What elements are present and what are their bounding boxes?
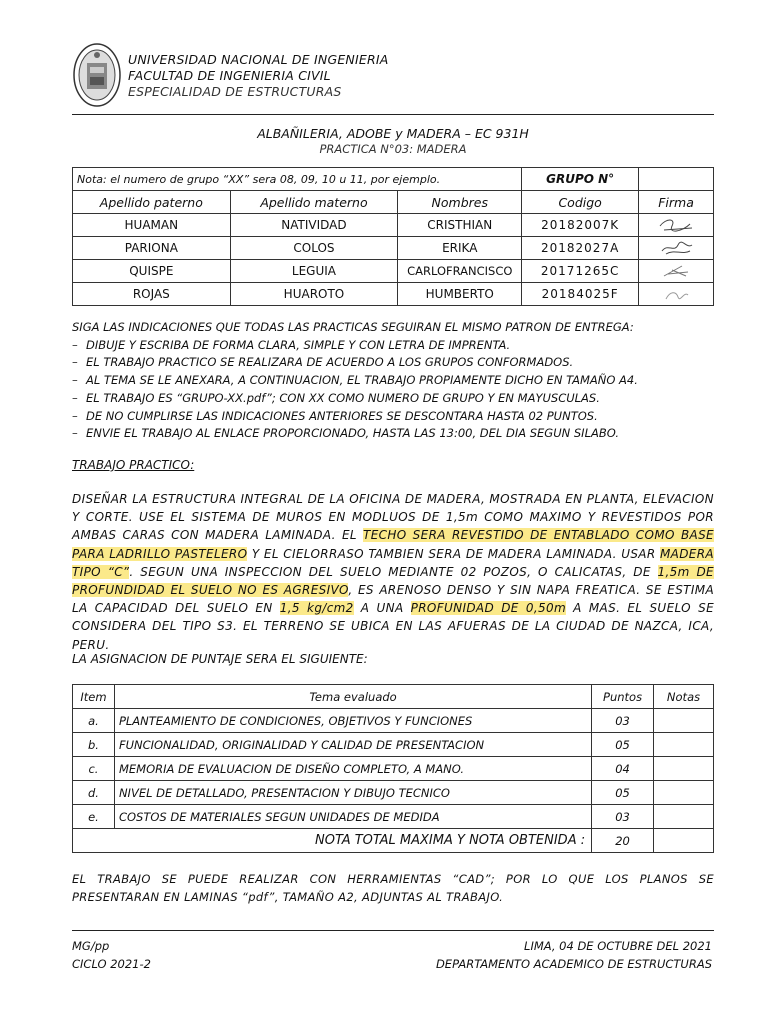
- table-row: [73, 757, 714, 781]
- group-note: Nota: el numero de grupo “XX” sera 08, 09, 10 u 11, por ejemplo.: [73, 168, 522, 191]
- list-item: [72, 390, 718, 408]
- para-text: . SEGUN UNA INSPECCION DEL SUELO MEDIANTE 02 POZOS, O CALICATAS, DE: [129, 564, 658, 579]
- course-title: ALBAÑILERIA, ADOBE y MADERA – EC 931H: [257, 126, 529, 141]
- table-row: [73, 237, 714, 260]
- item-letter: a.: [73, 709, 115, 733]
- col-apellido-paterno: Apellido paterno: [73, 191, 231, 214]
- faculty-name: FACULTAD DE INGENIERIA CIVIL: [128, 68, 331, 83]
- apellido-materno: NATIVIDAD: [230, 214, 398, 237]
- table-row: [73, 805, 714, 829]
- footer-department: DEPARTAMENTO ACADEMICO DE ESTRUCTURAS: [435, 957, 712, 971]
- signature: [639, 260, 714, 283]
- nombres: CARLOFRANCISCO: [398, 260, 522, 283]
- highlighted-text: 1,5 kg/cm2: [279, 601, 354, 616]
- puntos: 04: [592, 757, 654, 781]
- tema-evaluado: NIVEL DE DETALLADO, PRESENTACION Y DIBUJO TECNICO: [114, 781, 591, 805]
- list-item: [72, 372, 718, 390]
- para-text: DISEÑAR LA ESTRUCTURA INTEGRAL DE LA OFICINA DE MADERA, MOSTRADA EN PLANTA, ELEVACION Y CORTE. USE EL SISTEMA DE MUROS EN MODLUOS DE 1,5m COMO MAXIMO Y REVESTIDOS POR AMBAS CARAS CON MADERA LAMINADA. EL: [72, 492, 714, 543]
- notas-cell: [654, 733, 714, 757]
- signature-icon: [656, 239, 696, 257]
- bullet-dash: –: [72, 337, 78, 352]
- puntos: 03: [592, 709, 654, 733]
- col-tema: Tema evaluado: [114, 685, 591, 709]
- notas-cell: [654, 781, 714, 805]
- total-value: 20: [592, 829, 654, 853]
- group-number-label: GRUPO N°: [522, 168, 639, 191]
- highlighted-text: MADERA TIPO “C”: [72, 546, 714, 579]
- puntos: 05: [592, 781, 654, 805]
- instructions-intro: SIGA LAS INDICACIONES QUE TODAS LAS PRACTICAS SEGUIRAN EL MISMO PATRON DE ENTREGA:: [72, 320, 634, 334]
- table-row: [73, 214, 714, 237]
- tema-evaluado: PLANTEAMIENTO DE CONDICIONES, OBJETIVOS Y FUNCIONES: [114, 709, 591, 733]
- footer-divider: [72, 930, 714, 931]
- instruction-text: DE NO CUMPLIRSE LAS INDICACIONES ANTERIORES SE DESCONTARA HASTA 02 PUNTOS.: [86, 408, 598, 423]
- tema-evaluado: COSTOS DE MATERIALES SEGUN UNIDADES DE MEDIDA: [114, 805, 591, 829]
- col-apellido-materno: Apellido materno: [230, 191, 398, 214]
- nombres: ERIKA: [398, 237, 522, 260]
- nombres: HUMBERTO: [398, 283, 522, 306]
- instruction-text: EL TRABAJO PRACTICO SE REALIZARA DE ACUERDO A LOS GRUPOS CONFORMADOS.: [86, 355, 574, 370]
- apellido-paterno: ROJAS: [73, 283, 231, 306]
- col-puntos: Puntos: [592, 685, 654, 709]
- instruction-text: ENVIE EL TRABAJO AL ENLACE PROPORCIONADO, HASTA LAS 13:00, DEL DIA SEGUN SILABO.: [86, 426, 619, 441]
- apellido-paterno: PARIONA: [73, 237, 231, 260]
- signature-icon: [656, 262, 696, 280]
- notas-cell: [654, 757, 714, 781]
- bullet-dash: –: [72, 355, 78, 370]
- table-row: [73, 260, 714, 283]
- instructions-list: [72, 319, 718, 443]
- practical-heading: TRABAJO PRACTICO:: [72, 458, 195, 472]
- item-letter: d.: [73, 781, 115, 805]
- bullet-dash: –: [72, 408, 78, 423]
- nombres: CRISTHIAN: [398, 214, 522, 237]
- practical-description: [72, 490, 714, 654]
- footer-initials: MG/pp: [72, 939, 110, 953]
- codigo: 20184025F: [522, 283, 639, 306]
- scoring-intro: LA ASIGNACION DE PUNTAJE SERA EL SIGUIENTE:: [72, 652, 368, 666]
- apellido-materno: HUAROTO: [230, 283, 398, 306]
- table-row: [73, 709, 714, 733]
- instruction-text: AL TEMA SE LE ANEXARA, A CONTINUACION, EL TRABAJO PROPIAMENTE DICHO EN TAMAÑO A4.: [86, 373, 638, 388]
- bullet-dash: –: [72, 426, 78, 441]
- col-item: Item: [73, 685, 115, 709]
- col-notas: Notas: [654, 685, 714, 709]
- instruction-text: EL TRABAJO ES “GRUPO-XX.pdf”; CON XX COMO NUMERO DE GRUPO Y EN MAYUSCULAS.: [86, 390, 600, 405]
- item-letter: c.: [73, 757, 115, 781]
- apellido-materno: LEGUIA: [230, 260, 398, 283]
- item-letter: b.: [73, 733, 115, 757]
- total-notas-cell: [654, 829, 714, 853]
- practice-title: PRACTICA N°03: MADERA: [319, 142, 467, 156]
- list-item: [72, 425, 718, 443]
- table-row: [73, 283, 714, 306]
- header-divider: [72, 114, 714, 115]
- apellido-paterno: HUAMAN: [73, 214, 231, 237]
- para-text: , ES ARENOSO DENSO Y SIN NAPA FREATICA. SE ESTIMA LA CAPACIDAD DEL SUELO EN: [72, 583, 714, 616]
- tema-evaluado: MEMORIA DE EVALUACION DE DISEÑO COMPLETO, A MANO.: [114, 757, 591, 781]
- codigo: 20182027A: [522, 237, 639, 260]
- group-table: [72, 167, 714, 306]
- footer-cycle: CICLO 2021-2: [72, 957, 151, 971]
- codigo: 20171265C: [522, 260, 639, 283]
- group-number-value: [639, 168, 714, 191]
- instruction-text: DIBUJE Y ESCRIBA DE FORMA CLARA, SIMPLE Y CON LETRA DE IMPRENTA.: [86, 337, 511, 352]
- highlighted-text: PROFUNIDAD DE 0,50m: [410, 601, 567, 616]
- col-firma: Firma: [639, 191, 714, 214]
- apellido-paterno: QUISPE: [73, 260, 231, 283]
- list-item: [72, 354, 718, 372]
- signature: [639, 237, 714, 260]
- scoring-table: [72, 684, 714, 853]
- specialty-name: ESPECIALIDAD DE ESTRUCTURAS: [128, 84, 342, 99]
- total-label: NOTA TOTAL MAXIMA Y NOTA OBTENIDA :: [73, 829, 592, 853]
- table-row: [73, 733, 714, 757]
- university-seal-logo: [72, 41, 122, 109]
- col-nombres: Nombres: [398, 191, 522, 214]
- apellido-materno: COLOS: [230, 237, 398, 260]
- list-item: [72, 337, 718, 355]
- signature: [639, 214, 714, 237]
- signature: [639, 283, 714, 306]
- signature-icon: [656, 285, 696, 303]
- para-text: Y EL CIELORRASO TAMBIEN SERA DE MADERA LAMINADA. USAR: [247, 546, 660, 561]
- para-text: A UNA: [353, 601, 411, 616]
- notas-cell: [654, 709, 714, 733]
- bullet-dash: –: [72, 390, 78, 405]
- closing-text: EL TRABAJO SE PUEDE REALIZAR CON HERRAMIENTAS “CAD”; POR LO QUE LOS PLANOS SE PRESENTARAN EN LAMINAS “pdf”, TAMAÑO A2, ADJUNTAS AL TRABAJO.: [72, 872, 714, 905]
- puntos: 03: [592, 805, 654, 829]
- signature-icon: [656, 216, 696, 234]
- codigo: 20182007K: [522, 214, 639, 237]
- tema-evaluado: FUNCIONALIDAD, ORIGINALIDAD Y CALIDAD DE PRESENTACION: [114, 733, 591, 757]
- item-letter: e.: [73, 805, 115, 829]
- list-item: [72, 408, 718, 426]
- bullet-dash: –: [72, 373, 78, 388]
- highlighted-text: TECHO SERA REVESTIDO DE ENTABLADO COMO BASE PARA LADRILLO PASTELERO: [72, 528, 714, 561]
- table-row: [73, 781, 714, 805]
- puntos: 05: [592, 733, 654, 757]
- footer-date: LIMA, 04 DE OCTUBRE DEL 2021: [524, 939, 712, 953]
- university-name: UNIVERSIDAD NACIONAL DE INGENIERIA: [128, 52, 389, 67]
- col-codigo: Codigo: [522, 191, 639, 214]
- para-text: A MAS. EL SUELO SE CONSIDERA DEL TIPO S3. EL TERRENO SE UBICA EN LAS AFUERAS DE LA CIUDAD DE NAZCA, ICA, PERU.: [72, 601, 714, 652]
- notas-cell: [654, 805, 714, 829]
- highlighted-text: 1,5m DE PROFUNDIDAD EL SUELO NO ES AGRESIVO: [72, 564, 714, 598]
